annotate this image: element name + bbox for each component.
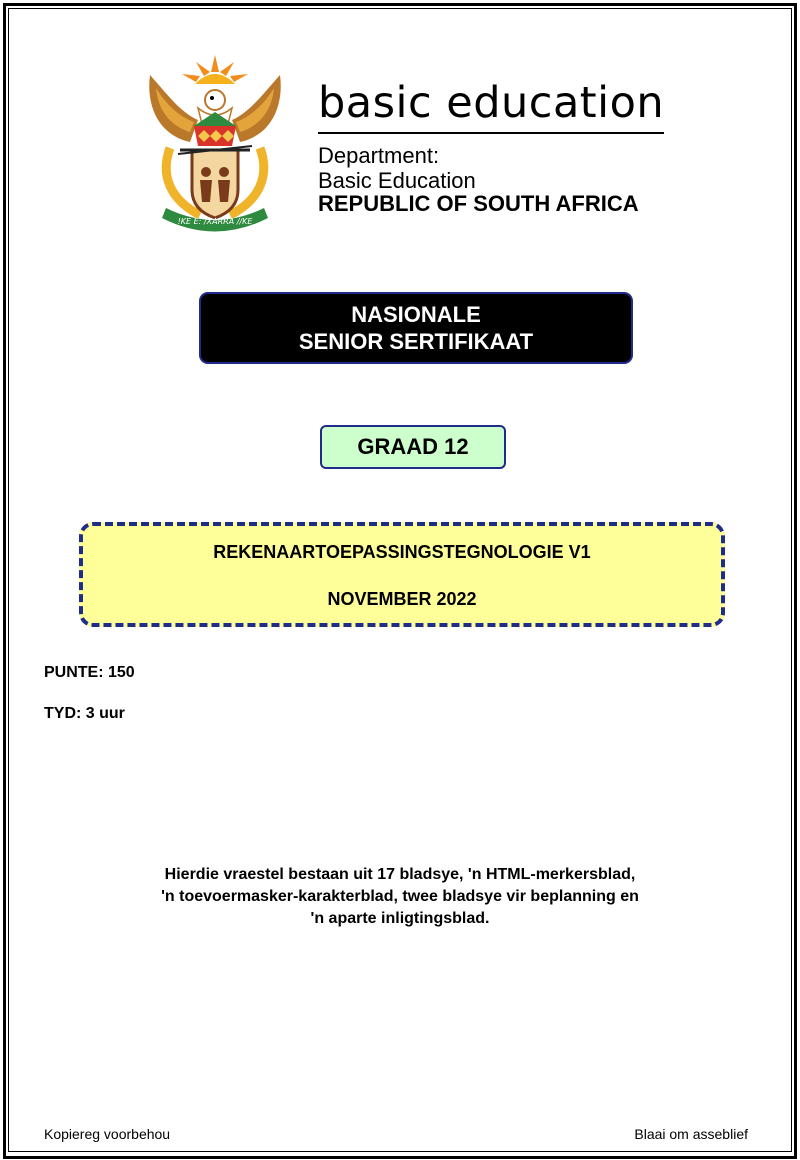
subject-panel [79,522,725,627]
department-label: Department: [318,143,440,168]
subject-title: REKENAARTOEPASSINGSTEGNOLOGIE V1 [213,542,591,562]
certificate-line-2: SENIOR SERTIFIKAAT [298,329,534,354]
brand-name: basic education [318,78,665,128]
instructions-line-2: 'n toevoermasker-karakterblad, twee bladsye vir beplanning en [161,888,639,905]
page-turn-notice: Blaai om asseblief [634,1126,748,1142]
copyright-notice: Kopiereg voorbehou [44,1126,171,1142]
brand-divider [318,132,664,134]
coat-of-arms-icon [140,50,290,235]
svg-text:!KE E: /XARRA //KE: !KE E: /XARRA //KE [177,217,253,226]
marks-label: PUNTE: 150 [44,664,135,681]
grade-label: GRAAD 12 [357,434,469,459]
instructions-line-3: 'n aparte inligtingsblad. [310,910,490,927]
instructions-line-1: Hierdie vraestel bestaan uit 17 bladsye, 'n HTML-merkersblad, [164,866,636,883]
paper-instructions [110,864,690,930]
country-name: REPUBLIC OF SOUTH AFRICA [318,191,639,216]
time-label: TYD: 3 uur [44,705,125,722]
grade-badge [320,425,506,469]
department-name: Basic Education [318,168,476,193]
certificate-banner [199,292,633,364]
certificate-line-1: NASIONALE [351,302,481,327]
exam-session: NOVEMBER 2022 [327,589,477,609]
